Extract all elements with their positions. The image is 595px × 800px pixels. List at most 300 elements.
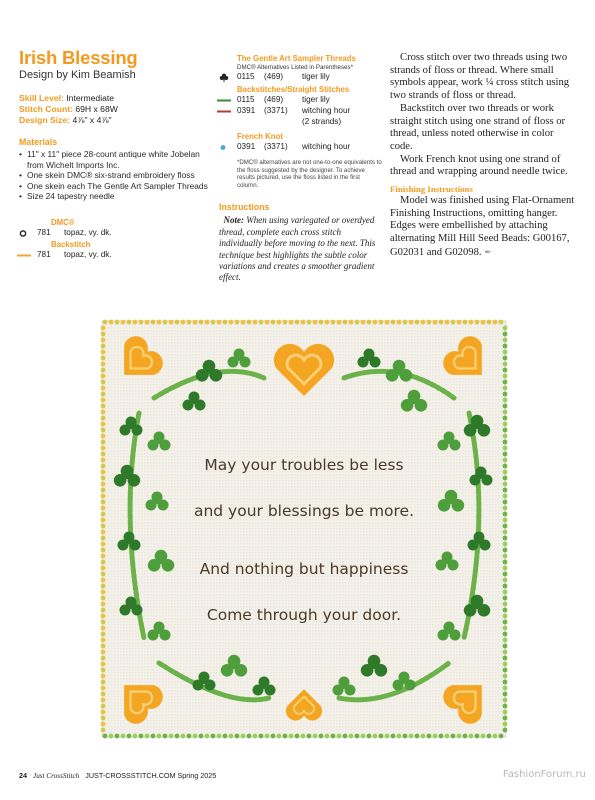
bead: [265, 320, 270, 325]
floss-name: witching hour: [302, 106, 351, 115]
bead: [503, 416, 508, 421]
bead: [193, 734, 198, 739]
bead: [101, 416, 106, 421]
bead: [101, 392, 106, 397]
bead: [181, 734, 186, 739]
bead: [421, 320, 426, 325]
bead: [301, 320, 306, 325]
bead: [211, 320, 216, 325]
bead: [101, 464, 106, 469]
bead: [325, 734, 330, 739]
article-title: Irish Blessing: [19, 47, 138, 68]
bead: [503, 692, 508, 697]
bead: [295, 734, 300, 739]
floss-name: topaz, vy. dk.: [64, 227, 112, 237]
bead: [121, 320, 126, 325]
bead: [101, 662, 106, 667]
bead: [503, 488, 508, 493]
gentle-art-heading: The Gentle Art Sampler Threads: [237, 54, 356, 63]
floss-code: 0115: [237, 72, 255, 81]
bead: [503, 332, 508, 337]
bead: [503, 626, 508, 631]
bead: [503, 656, 508, 661]
instructions-heading: Instructions: [219, 202, 270, 213]
bead: [403, 734, 408, 739]
bead: [463, 320, 468, 325]
bead: [503, 338, 508, 343]
materials-heading: Materials: [19, 137, 58, 147]
bead: [391, 320, 396, 325]
bead: [331, 734, 336, 739]
bead: [101, 524, 106, 529]
bead: [503, 560, 508, 565]
bead: [101, 578, 106, 583]
bead: [503, 368, 508, 373]
bead: [503, 434, 508, 439]
bead: [101, 440, 106, 445]
bead: [223, 320, 228, 325]
spec-design-size: [19, 115, 209, 126]
bead: [115, 734, 120, 739]
bead: [157, 734, 162, 739]
bead: [127, 734, 132, 739]
bead: [133, 734, 138, 739]
bead: [503, 404, 508, 409]
bead: [127, 320, 132, 325]
finishing-paragraph: [390, 195, 575, 260]
bead: [101, 584, 106, 589]
bead: [101, 632, 106, 637]
bead: [503, 704, 508, 709]
bead: [503, 512, 508, 517]
bead: [101, 704, 106, 709]
bead: [265, 734, 270, 739]
bead: [101, 404, 106, 409]
bead: [503, 572, 508, 577]
end-mark-icon: ✒: [484, 246, 492, 257]
spec-key: Stitch Count:: [19, 104, 73, 114]
bead: [457, 320, 462, 325]
bead: [503, 680, 508, 685]
bead: [499, 734, 504, 739]
spec-key: Skill Level:: [19, 93, 64, 103]
bead: [181, 320, 186, 325]
stitched-piece-photo: [99, 318, 509, 740]
bead: [101, 422, 106, 427]
bead: [503, 590, 508, 595]
bead: [313, 320, 318, 325]
bead: [493, 320, 498, 325]
bead: [503, 518, 508, 523]
materials-list: [19, 149, 209, 202]
bead: [361, 734, 366, 739]
floss-name: tiger lily: [302, 72, 330, 81]
shamrock-symbol-icon: [219, 73, 229, 82]
bead: [397, 320, 402, 325]
bead: [247, 734, 252, 739]
magazine-name: Just CrossStitch: [33, 772, 80, 780]
bead: [101, 572, 106, 577]
designer-byline: Design by Kim Beamish: [19, 69, 136, 81]
bead: [101, 620, 106, 625]
red-line-symbol-icon: [217, 107, 231, 116]
bead: [503, 494, 508, 499]
bead: [211, 734, 216, 739]
bead: [503, 536, 508, 541]
bead: [503, 470, 508, 475]
bead: [307, 734, 312, 739]
bead: [481, 320, 486, 325]
watermark: FashionForum.ru: [502, 769, 586, 780]
bead: [101, 686, 106, 691]
bead: [101, 344, 106, 349]
floss-code: 781: [37, 249, 51, 259]
bead: [235, 734, 240, 739]
backstitch-row-note: [219, 117, 382, 128]
bead: [193, 320, 198, 325]
dmc-key: [19, 218, 209, 261]
instructions-note: [219, 215, 382, 283]
bead: [101, 398, 106, 403]
bead: [503, 482, 508, 487]
left-column: [19, 48, 209, 261]
note-text: When using variegated or overdyed thread, complete each cross stitch individually before moving to the next. This technique best highlights the subtle color variations and creates a smoother gradient effect.: [219, 215, 376, 283]
bead: [101, 608, 106, 613]
bead: [163, 734, 168, 739]
bead: [427, 320, 432, 325]
bead: [415, 320, 420, 325]
floss-name: witching hour: [302, 142, 351, 151]
bead: [133, 320, 138, 325]
bead: [101, 626, 106, 631]
bead: [391, 734, 396, 739]
bead: [235, 320, 240, 325]
bead: [101, 614, 106, 619]
bead: [101, 680, 106, 685]
bead: [247, 320, 252, 325]
bead: [101, 668, 106, 673]
backstitch-heading: Backstitches/Straight Stitches: [237, 85, 350, 94]
bead: [503, 524, 508, 529]
bead: [277, 734, 282, 739]
bead: [101, 692, 106, 697]
verse-line-4: Come through your door.: [206, 606, 402, 624]
bead: [319, 320, 324, 325]
bead: [397, 734, 402, 739]
spec-stitch-count: [19, 104, 209, 115]
bead: [343, 734, 348, 739]
bead: [433, 320, 438, 325]
bead: [487, 320, 492, 325]
bead: [101, 560, 106, 565]
bead: [175, 734, 180, 739]
bead: [379, 320, 384, 325]
floss-alt: (3371): [264, 142, 288, 151]
bead: [503, 554, 508, 559]
middle-column: [219, 54, 382, 284]
bead: [101, 638, 106, 643]
bead: [101, 476, 106, 481]
bead: [259, 320, 264, 325]
bead: [187, 320, 192, 325]
dmc-backstitch-row: [19, 250, 209, 261]
french-knot-heading: French Knot: [237, 132, 283, 141]
bead: [101, 548, 106, 553]
bead: [503, 716, 508, 721]
bead: [503, 500, 508, 505]
bead: [101, 368, 106, 373]
bead: [439, 320, 444, 325]
bead: [385, 734, 390, 739]
bead: [469, 320, 474, 325]
bead: [145, 734, 150, 739]
bead: [337, 320, 342, 325]
bead: [503, 542, 508, 547]
bead: [503, 392, 508, 397]
body-paragraph: Cross stitch over two threads using two strands of floss or thread. Where small symbols appear, work ¼ cross stitch using two strands of floss or thread.: [390, 52, 570, 102]
bead: [101, 518, 106, 523]
bead: [503, 440, 508, 445]
bead: [445, 320, 450, 325]
bead: [319, 734, 324, 739]
french-knot-row: [219, 142, 382, 153]
bead: [503, 362, 508, 367]
bead: [217, 320, 222, 325]
bead: [325, 320, 330, 325]
bead: [283, 320, 288, 325]
bead: [175, 320, 180, 325]
bead: [445, 734, 450, 739]
bead: [503, 674, 508, 679]
bead: [373, 320, 378, 325]
spec-skill: [19, 93, 209, 104]
bead: [169, 320, 174, 325]
floss-alt: (3371): [264, 106, 288, 115]
bead: [157, 320, 162, 325]
bead: [259, 734, 264, 739]
bead: [499, 320, 504, 325]
spec-value: 4⅞" x 4⅞": [72, 115, 112, 125]
bead: [109, 320, 114, 325]
bead: [101, 710, 106, 715]
bead: [503, 380, 508, 385]
green-line-symbol-icon: [217, 96, 231, 105]
bead: [503, 548, 508, 553]
bead: [367, 734, 372, 739]
bead: [503, 620, 508, 625]
bead: [403, 320, 408, 325]
bead: [503, 344, 508, 349]
bead: [331, 320, 336, 325]
bead: [289, 734, 294, 739]
backstitch-row: [219, 95, 382, 106]
bead: [343, 320, 348, 325]
bead: [101, 644, 106, 649]
bead: [427, 734, 432, 739]
bead: [503, 632, 508, 637]
bead: [101, 470, 106, 475]
bead: [101, 356, 106, 361]
bead: [503, 710, 508, 715]
floss-name: tiger lily: [302, 95, 330, 104]
bead: [349, 734, 354, 739]
bead: [217, 734, 222, 739]
bead: [503, 698, 508, 703]
bead: [101, 716, 106, 721]
bead: [199, 734, 204, 739]
bead: [503, 662, 508, 667]
bead: [289, 320, 294, 325]
bead: [151, 320, 156, 325]
bead: [101, 728, 106, 733]
bead: [503, 668, 508, 673]
materials-item: • One skein each The Gentle Art Sampler Threads: [19, 181, 209, 192]
spec-value: 69H x 68W: [75, 104, 118, 114]
bead: [101, 656, 106, 661]
verse-line-2: and your blessings be more.: [193, 502, 415, 520]
bead: [503, 386, 508, 391]
bead: [503, 374, 508, 379]
bead: [439, 734, 444, 739]
bead: [101, 332, 106, 337]
bead: [503, 530, 508, 535]
bead: [205, 320, 210, 325]
dmc-key-heading: DMC®: [51, 217, 75, 227]
materials-section: [19, 137, 209, 202]
bead: [503, 722, 508, 727]
bead: [101, 530, 106, 535]
backstitch-row: [219, 106, 382, 117]
right-column: [390, 52, 575, 260]
bead: [475, 320, 480, 325]
bead: [101, 602, 106, 607]
bead: [349, 320, 354, 325]
bead: [101, 542, 106, 547]
bead: [457, 734, 462, 739]
dmc-footnote: *DMC® alternatives are not one-to-one equivalents to the floss suggested by the designer. To achieve results pictured, use the floss listed in the first column.: [237, 159, 382, 189]
bead: [503, 410, 508, 415]
bead: [503, 596, 508, 601]
bead: [271, 320, 276, 325]
bead: [101, 512, 106, 517]
body-paragraph: Backstitch over two threads or work straight stitch using one strand of floss or thread, unless noted otherwise in color code.: [390, 102, 566, 152]
bead: [385, 320, 390, 325]
open-circle-symbol-icon: [19, 229, 29, 238]
body-paragraph: Work French knot using one strand of thread and wrapping around needle twice.: [390, 153, 568, 178]
finishing-text: Model was finished using Flat-Ornament Finishing Instructions, omitting hanger. Edges were embellished by attaching alternating Mill Hill Seed Beads: G00167, G02031 and G02098.: [390, 195, 575, 258]
bead: [101, 362, 106, 367]
bead: [139, 734, 144, 739]
bead: [109, 734, 114, 739]
note-label: Note:: [223, 215, 244, 226]
bead: [379, 734, 384, 739]
bead: [277, 320, 282, 325]
materials-item: • 11" x 11" piece 28-count antique white Jobelan from Wichelt Imports Inc.: [19, 149, 209, 170]
bead: [301, 734, 306, 739]
page-footer: [19, 771, 216, 780]
bead: [355, 320, 360, 325]
bead: [101, 350, 106, 355]
bead: [409, 320, 414, 325]
bead: [503, 584, 508, 589]
bead: [101, 386, 106, 391]
bead: [433, 734, 438, 739]
bead: [101, 458, 106, 463]
bead: [101, 596, 106, 601]
bead: [503, 428, 508, 433]
floss-code: 0115: [237, 95, 255, 104]
bead: [101, 554, 106, 559]
bead: [503, 356, 508, 361]
bead: [101, 410, 106, 415]
bead: [503, 578, 508, 583]
spec-key: Design Size:: [19, 115, 71, 125]
bead: [295, 320, 300, 325]
bead: [241, 320, 246, 325]
finishing-heading: Finishing Instructions: [390, 184, 473, 195]
bead: [503, 476, 508, 481]
floss-code: 0391: [237, 142, 256, 151]
bead: [199, 320, 204, 325]
bead: [101, 722, 106, 727]
materials-item: • Size 24 tapestry needle: [19, 191, 209, 202]
bead: [503, 350, 508, 355]
dmc-backstitch-heading: Backstitch: [51, 239, 91, 249]
bead: [503, 650, 508, 655]
bead: [373, 734, 378, 739]
bead: [493, 734, 498, 739]
bead: [503, 686, 508, 691]
bead: [503, 644, 508, 649]
bead: [101, 650, 106, 655]
bead: [101, 536, 106, 541]
bead: [451, 734, 456, 739]
bead: [367, 320, 372, 325]
bead: [503, 398, 508, 403]
bead: [307, 320, 312, 325]
bead: [229, 734, 234, 739]
bead: [101, 338, 106, 343]
materials-item: • One skein DMC® six-strand embroidery floss: [19, 170, 209, 181]
bead: [503, 446, 508, 451]
bead: [115, 320, 120, 325]
bead: [101, 494, 106, 499]
bead: [241, 734, 246, 739]
bead: [503, 326, 508, 331]
bead: [229, 320, 234, 325]
verse-line-3: And nothing but happiness: [199, 560, 409, 578]
bead: [103, 320, 108, 325]
bead: [101, 374, 106, 379]
floss-code: 781: [37, 227, 51, 237]
spec-value: Intermediate: [66, 93, 115, 103]
verse-line-1: May your troubles be less: [204, 456, 404, 474]
bead: [503, 506, 508, 511]
bead: [101, 506, 106, 511]
bead: [283, 734, 288, 739]
bead: [469, 734, 474, 739]
bead: [205, 734, 210, 739]
bead: [145, 320, 150, 325]
bead: [101, 380, 106, 385]
dmc-cross-row: [19, 228, 209, 239]
bead: [415, 734, 420, 739]
bead: [361, 320, 366, 325]
bead: [101, 566, 106, 571]
bead: [503, 452, 508, 457]
bead: [101, 500, 106, 505]
magazine-site: JUST-CROSSSTITCH.COM: [85, 771, 176, 780]
